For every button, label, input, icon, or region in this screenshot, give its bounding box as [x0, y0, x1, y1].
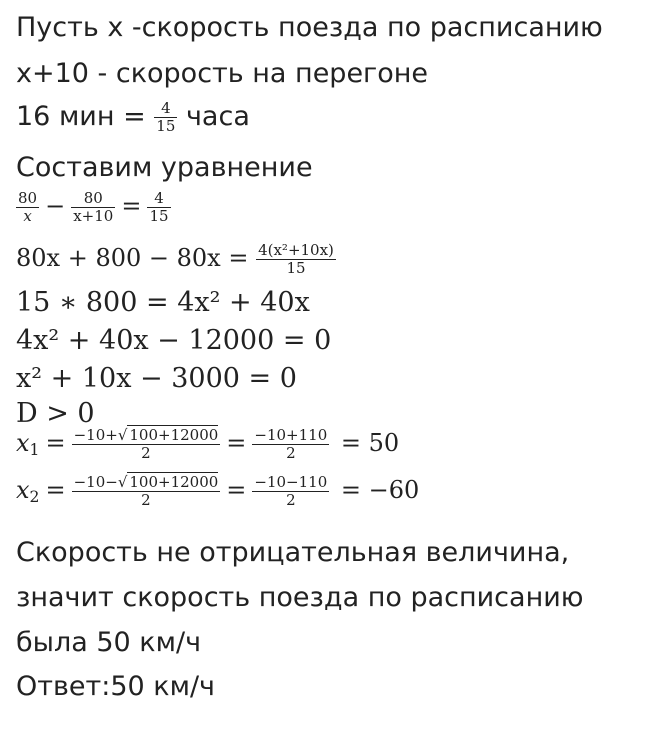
fraction-numerator: 4 [154, 101, 177, 118]
fraction-quadratic-x1: $\frac{-10+√ 100+12000}{2}$ [73, 426, 219, 462]
root-x2: $x_2$ = $\frac{-10-√ 100+12000}{2}$ = $\frac{-10-110}{2}$ = −60 [16, 473, 420, 509]
minutes-suffix: часа [177, 101, 250, 132]
fraction-quadratic-x2: $\frac{-10-√ 100+12000}{2}$ [73, 473, 219, 509]
minutes-prefix: 16 мин = [16, 101, 155, 132]
fraction-simplified-x2: $\frac{-10-110}{2}$ [254, 473, 328, 509]
equation-2 [16, 243, 336, 276]
conclusion-line-2: значит скорость поезда по расписанию [16, 582, 584, 613]
fraction-simplified-x1: $\frac{-10+110}{2}$ [254, 426, 328, 462]
root-x1: $x_1$ = $\frac{-10+√ 100+12000}{2}$ = $\frac{-10+110}{2}$ = 50 [16, 426, 400, 462]
equation-5: x² + 10x − 3000 = 0 [16, 363, 297, 394]
root-var: x [16, 429, 30, 457]
fraction-rhs: $\frac{\text{4(x²+10x)}}{15}$ [258, 241, 334, 277]
root-x1-result: = 50 [340, 429, 400, 457]
root-x2-result: = −60 [340, 476, 420, 504]
line-compose-equation: Составим уравнение [16, 152, 313, 183]
fraction-4-over-15: $\frac{4}{15}$ [149, 189, 169, 225]
line-let-x: Пусть х -скорость поезда по расписанию [16, 12, 603, 43]
line-speed-on-stretch: х+10 - скорость на перегоне [16, 58, 429, 89]
discriminant-line: D > 0 [16, 398, 95, 429]
equation-4: 4x² + 40x − 12000 = 0 [16, 325, 332, 356]
root-var: x [16, 476, 30, 504]
conclusion-line-1: Скорость не отрицательная величина, [16, 537, 570, 568]
equation-3: 15 ∗ 800 = 4x² + 40x [16, 287, 310, 318]
fraction-denominator: 15 [156, 117, 176, 135]
fraction-4-15 [154, 101, 177, 134]
answer-line: Ответ:50 км/ч [16, 671, 215, 702]
equation-1: $\frac{80}{x}$ − $\frac{80}{x+10}$ = $\frac{4}{15}$ [18, 189, 169, 225]
equation-2-lhs: 80x + 800 − 80x = [16, 244, 249, 272]
fraction-80-over-x: $\frac{80}{x}$ [18, 189, 38, 225]
line-minutes-conversion [16, 101, 250, 134]
conclusion-line-3: была 50 км/ч [16, 627, 202, 658]
fraction-80-over-x-plus-10: $\frac{80}{x+10}$ [73, 189, 114, 225]
